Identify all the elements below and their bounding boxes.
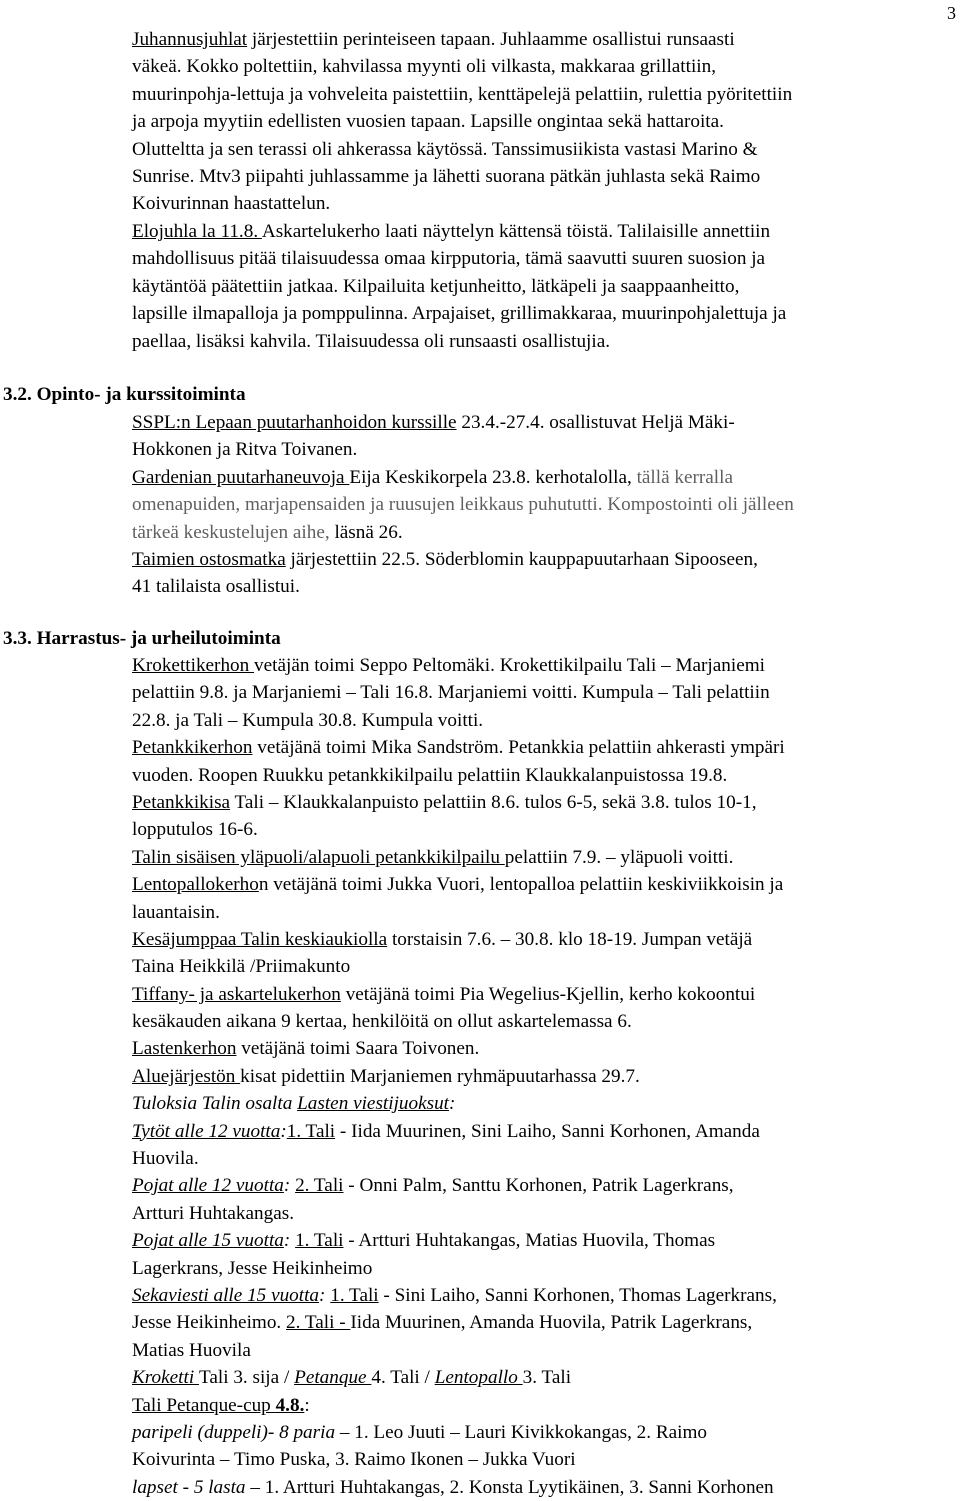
text-line: lapsille ilmapalloja ja pomppulinna. Arpajaiset, grillimakkaraa, muurinpohjalettuja ja bbox=[132, 303, 787, 325]
text: läsnä 26. bbox=[334, 521, 403, 543]
elojuhla-title: Elojuhla la 11.8. bbox=[132, 221, 262, 242]
text: 23.4.-27.4. osallistuvat Heljä Mäki- bbox=[456, 412, 735, 433]
text: 4. Tali / bbox=[371, 1367, 435, 1389]
text: järjestettiin 22.5. Söderblomin kauppapuutarhaan Sipooseen, bbox=[285, 548, 758, 570]
text-line: käytäntöä päätettiin jatkaa. Kilpailuita ketjunheitto, lätkäpeli ja saappaanheitto, bbox=[132, 275, 740, 297]
text-line: Huovila. bbox=[132, 1148, 199, 1170]
text: Tali – Klaukkalanpuisto pelattiin 8.6. tulos 6-5, sekä 3.8. tulos 10-1, bbox=[230, 791, 757, 813]
section-heading-3-3: 3.3. Harrastus- ja urheilutoiminta bbox=[3, 628, 281, 649]
text: – 1. Artturi Huhtakangas, 2. Konsta Lyytikäinen, 3. Sanni Korhonen bbox=[245, 1476, 774, 1498]
section-3-3-body bbox=[132, 652, 954, 1501]
krokettikerho-title: Krokettikerhon bbox=[132, 655, 255, 676]
text: Iida Muurinen, Amanda Huovila, Patrik Lagerkrans, bbox=[350, 1312, 753, 1334]
placement: 1. Tali bbox=[286, 1120, 336, 1142]
placement: 2. Tali bbox=[295, 1175, 344, 1197]
text-line: Artturi Huhtakangas. bbox=[132, 1202, 294, 1224]
text: : bbox=[283, 1175, 296, 1197]
text: Askartelukerho laati näyttelyn kättensä töistä. Talilaisille annettiin bbox=[261, 221, 771, 242]
juhannus-title: Juhannusjuhlat bbox=[132, 29, 248, 50]
page-number: 3 bbox=[947, 3, 956, 23]
text-line: vuoden. Roopen Ruukku petankkikilpailu pelattiin Klaukkalanpuistossa 19.8. bbox=[132, 764, 728, 786]
sspl-link-text: SSPL:n Lepaan puutarhanhoidon kurssille bbox=[132, 412, 457, 433]
juhannus-paragraph bbox=[132, 26, 954, 218]
category-label: Pojat alle 15 vuotta bbox=[132, 1230, 284, 1252]
text-line: Taina Heikkilä /Priimakunto bbox=[132, 956, 351, 978]
lentopallo-label: Lentopallo bbox=[434, 1367, 523, 1389]
text: järjestettiin perinteiseen tapaan. Juhlaamme osallistui runsaasti bbox=[247, 29, 735, 50]
text-line: Lagerkrans, Jesse Heikinheimo bbox=[132, 1257, 373, 1279]
tiffany-title: Tiffany- ja askartelukerhon bbox=[132, 983, 341, 1005]
placement: 1. Tali bbox=[330, 1284, 379, 1306]
text-line: Sunrise. Mtv3 piipahti juhlassamme ja lähetti suorana pätkän juhlasta sekä Raimo bbox=[132, 165, 761, 187]
text: - Artturi Huhtakangas, Matias Huovila, Thomas bbox=[343, 1230, 716, 1252]
text: vetäjänä toimi Mika Sandström. Petankkia pelattiin ahkerasti ympäri bbox=[252, 737, 785, 759]
text-line: muurinpohja-lettuja ja vohveleita paistettiin, kenttäpelejä pelattiin, rulettia pyöritettiin bbox=[132, 83, 793, 105]
text: : bbox=[304, 1394, 310, 1416]
text: vetäjänä toimi Saara Toivonen. bbox=[236, 1038, 480, 1060]
text-line: lopputulos 16-6. bbox=[132, 819, 258, 841]
lastenkerho-title: Lastenkerhon bbox=[132, 1038, 237, 1060]
paripeli-label: paripeli (duppeli)- 8 paria bbox=[132, 1421, 336, 1443]
text-line: paellaa, lisäksi kahvila. Tilaisuudessa oli runsaasti osallistujia. bbox=[132, 330, 611, 352]
text-line: väkeä. Kokko poltettiin, kahvilassa myynti oli vilkasta, makkaraa grillattiin, bbox=[132, 56, 717, 78]
petankkikisa-title: Petankkikisa bbox=[132, 791, 231, 813]
text: vetäjänä toimi Pia Wegelius-Kjellin, kerho kokoontui bbox=[340, 983, 756, 1005]
text-gray: tärkeä keskustelujen aihe, bbox=[132, 521, 335, 543]
text-gray: tällä kerralla bbox=[636, 466, 733, 488]
text: 3. Tali bbox=[522, 1367, 572, 1389]
text: : bbox=[449, 1093, 456, 1115]
petanque-cup-date: 4.8. bbox=[275, 1394, 305, 1416]
text: Jesse Heikinheimo. bbox=[132, 1312, 287, 1334]
text-line: Koivurinta – Timo Puska, 3. Raimo Ikonen – Jukka Vuori bbox=[132, 1449, 576, 1471]
text: - Onni Palm, Santtu Korhonen, Patrik Lagerkrans, bbox=[343, 1175, 734, 1197]
elojuhla-paragraph bbox=[132, 218, 954, 355]
aluejarjesto-title: Aluejärjestön bbox=[132, 1065, 241, 1087]
text-line: ja arpoja myytiin edellisten vuosien tapaan. Lapsille ongintaa sekä hattaroita. bbox=[132, 111, 724, 133]
viestijuoksut-title: Lasten viestijuoksut bbox=[297, 1093, 449, 1115]
text-line: kesäkauden aikana 9 kertaa, henkilöitä on ollut askartelemassa 6. bbox=[132, 1011, 632, 1033]
text-line: Koivurinnan haastattelun. bbox=[132, 193, 331, 215]
text: - Sini Laiho, Sanni Korhonen, Thomas Lagerkrans, bbox=[378, 1284, 777, 1306]
taimien-title: Taimien ostosmatka bbox=[132, 548, 286, 570]
category-label: Pojat alle 12 vuotta bbox=[132, 1175, 284, 1197]
text-line: 41 talilaista osallistui. bbox=[132, 576, 300, 598]
category-label: Tytöt alle 12 vuotta bbox=[132, 1120, 281, 1142]
lapset-label: lapset - 5 lasta bbox=[132, 1476, 246, 1498]
category-label: Sekaviesti alle 15 vuotta bbox=[132, 1284, 320, 1306]
text-line: Hokkonen ja Ritva Toivanen. bbox=[132, 439, 358, 461]
text: : bbox=[280, 1120, 287, 1142]
petankkikerho-title: Petankkikerhon bbox=[132, 737, 253, 759]
petanque-cup-title: Tali Petanque-cup bbox=[132, 1394, 276, 1416]
sisainen-kilpailu-title: Talin sisäisen yläpuoli/alapuoli petankkikilpailu bbox=[132, 846, 505, 868]
text: - Iida Muurinen, Sini Laiho, Sanni Korhonen, Amanda bbox=[335, 1120, 760, 1142]
text: : bbox=[283, 1230, 296, 1252]
text: pelattiin 7.9. – yläpuoli voitti. bbox=[504, 846, 734, 868]
text: Eija Keskikorpela 23.8. kerhotalolla, bbox=[349, 466, 637, 488]
text: torstaisin 7.6. – 30.8. klo 18-19. Jumpan vetäjä bbox=[387, 928, 753, 950]
text-line: omenapuiden, marjapensaiden ja ruusujen leikkaus puhututti. Kompostointi oli jälleen bbox=[132, 494, 794, 516]
gardenia-title: Gardenian puutarhaneuvoja bbox=[132, 466, 350, 488]
text-line: Matias Huovila bbox=[132, 1339, 251, 1361]
section-3-2-body bbox=[132, 409, 954, 601]
text: – 1. Leo Juuti – Lauri Kivikkokangas, 2. Raimo bbox=[335, 1421, 708, 1443]
kesajumppa-title: Kesäjumppaa Talin keskiaukiolla bbox=[132, 928, 388, 950]
text-line: Olutteltta ja sen terassi oli ahkerassa käytössä. Tanssimusiikista vastasi Marino & bbox=[132, 138, 758, 160]
text: vetäjän toimi Seppo Peltomäki. Krokettikilpailu Tali – Marjaniemi bbox=[254, 655, 765, 676]
section-heading-3-2: 3.2. Opinto- ja kurssitoiminta bbox=[3, 384, 246, 405]
tuloksia-label: Tuloksia Talin osalta bbox=[132, 1093, 298, 1115]
text-line: mahdollisuus pitää tilaisuudessa omaa kirpputoria, tämä saavutti suuren suosion ja bbox=[132, 248, 766, 270]
lentopallokerho-title: Lentopallokerho bbox=[132, 874, 259, 896]
kroketti-label: Kroketti bbox=[132, 1367, 199, 1389]
text: n vetäjänä toimi Jukka Vuori, lentopalloa pelattiin keskiviikkoisin ja bbox=[258, 874, 784, 896]
text-line: lauantaisin. bbox=[132, 901, 220, 923]
petanque-label: Petanque bbox=[294, 1367, 372, 1389]
text: Tali 3. sija / bbox=[198, 1367, 295, 1389]
text: : bbox=[319, 1284, 331, 1306]
text-line: 22.8. ja Tali – Kumpula 30.8. Kumpula voitti. bbox=[132, 709, 484, 731]
text: kisat pidettiin Marjaniemen ryhmäpuutarhassa 29.7. bbox=[240, 1065, 640, 1087]
text-line: pelattiin 9.8. ja Marjaniemi – Tali 16.8. Marjaniemi voitti. Kumpula – Tali pelattiin bbox=[132, 682, 770, 704]
placement: 1. Tali bbox=[295, 1230, 344, 1252]
placement: 2. Tali - bbox=[286, 1312, 351, 1334]
